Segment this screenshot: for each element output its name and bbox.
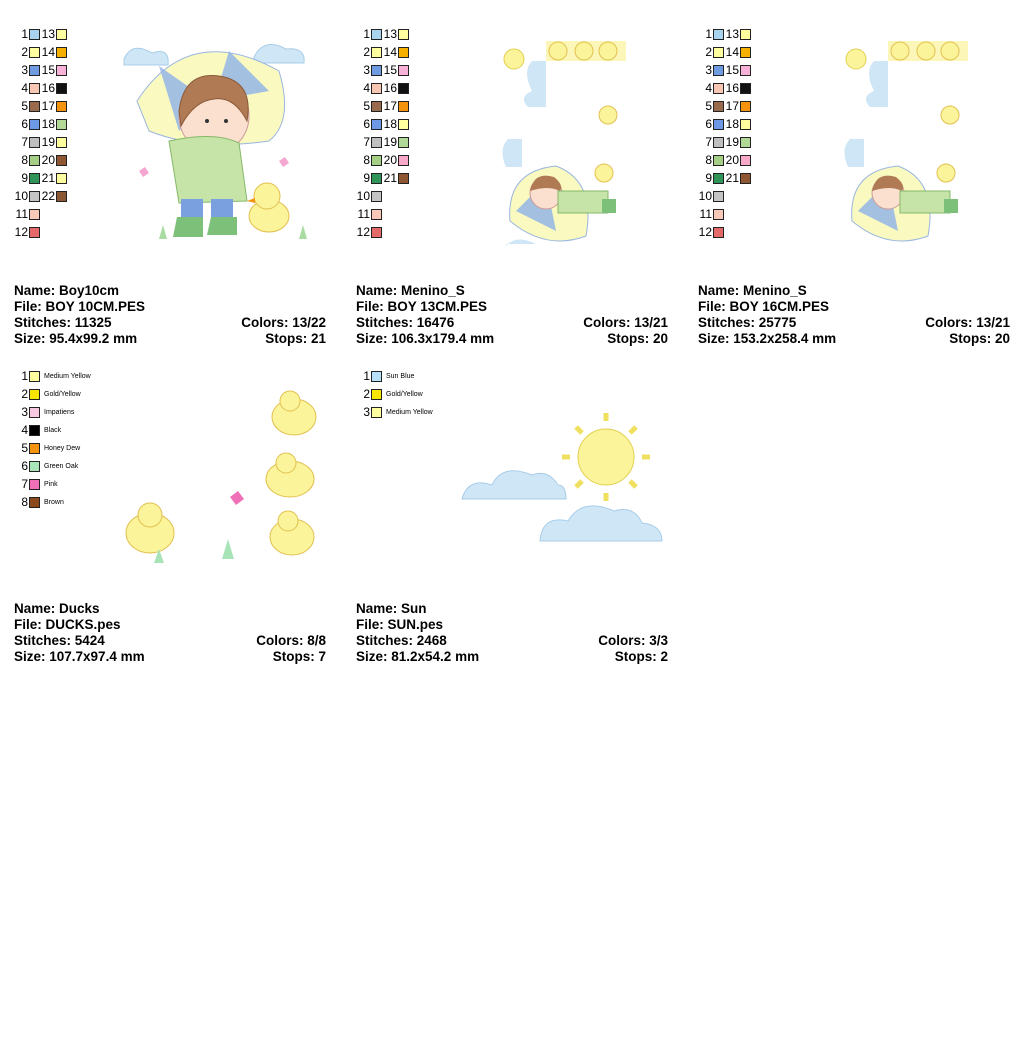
color-swatch [740,173,751,184]
design-stitches: Stitches: 2468 [356,633,447,648]
palette-swatch-row [383,133,409,151]
swatch-number: 6 [363,117,370,131]
swatch-number: 12 [698,225,712,239]
thread-color-name: Pink [44,480,58,488]
palette-swatch-row [356,133,382,151]
design-stops: Stops: 20 [607,331,668,346]
thread-color-name: Gold/Yellow [386,390,423,398]
thread-color-name: Honey Dew [44,444,81,452]
swatch-number: 6 [705,117,712,131]
palette-swatch-row [698,25,724,43]
palette-swatch-row [725,79,751,97]
color-swatch [713,83,724,94]
swatch-number: 5 [21,441,28,455]
color-swatch [740,65,751,76]
swatch-number: 14 [725,45,739,59]
color-swatch [29,461,40,472]
palette-swatch-row [698,115,724,133]
palette-swatch-row [356,385,423,403]
design-card-ducks[interactable] [14,367,334,697]
palette-swatch-row [14,421,61,439]
swatch-number: 13 [725,27,739,41]
swatch-number: 17 [383,99,397,113]
swatch-number: 19 [41,135,55,149]
color-swatch [371,101,382,112]
palette-swatch-row [14,223,40,241]
palette-swatch-row [14,439,80,457]
swatch-number: 21 [383,171,397,185]
swatch-number: 3 [21,405,28,419]
color-swatch [29,83,40,94]
palette-swatch-row [41,79,67,97]
swatch-number: 1 [363,369,370,383]
palette-swatch-row [41,187,67,205]
palette-swatch-row [14,115,40,133]
palette-swatch-row [698,169,724,187]
swatch-number: 12 [356,225,370,239]
color-swatch [740,155,751,166]
color-swatch [29,407,40,418]
color-swatch [56,191,67,202]
swatch-number: 2 [21,45,28,59]
color-swatch [713,191,724,202]
palette-swatch-row [14,457,78,475]
color-swatch [29,227,40,238]
swatch-number: 14 [383,45,397,59]
palette-swatch-row [41,25,67,43]
color-swatch [56,65,67,76]
swatch-number: 19 [383,135,397,149]
palette-swatch-row [41,133,67,151]
swatch-number: 9 [705,171,712,185]
color-swatch [713,65,724,76]
palette-swatch-row [14,187,40,205]
thread-color-name: Sun Blue [386,372,415,380]
design-stops: Stops: 2 [614,649,668,664]
design-stitches: Stitches: 5424 [14,633,105,648]
palette-swatch-row [383,115,409,133]
color-swatch [29,209,40,220]
ducks-artwork [114,387,329,577]
design-card-sun[interactable] [356,367,676,697]
color-swatch [371,389,382,400]
color-swatch [713,101,724,112]
design-size: Size: 106.3x179.4 mm [356,331,495,346]
design-name: Name: Ducks [14,601,100,616]
color-swatch [740,29,751,40]
palette-swatch-row [14,151,40,169]
thread-color-name: Green Oak [44,462,79,470]
design-colors: Colors: 13/21 [925,315,1010,330]
swatch-number: 4 [21,81,28,95]
color-swatch [371,83,382,94]
swatch-number: 3 [363,63,370,77]
palette-swatch-row [41,61,67,79]
color-swatch [398,155,409,166]
color-swatch [371,191,382,202]
palette-swatch-row [14,61,40,79]
swatch-number: 4 [21,423,28,437]
design-size: Size: 107.7x97.4 mm [14,649,145,664]
thread-color-name: Black [44,426,62,434]
palette-swatch-row [356,169,382,187]
swatch-number: 1 [363,27,370,41]
design-file: File: BOY 13CM.PES [356,299,488,314]
palette-swatch-row [41,115,67,133]
swatch-number: 7 [21,477,28,491]
design-card-boy16cm[interactable] [698,25,1018,355]
color-swatch [740,101,751,112]
color-swatch [29,371,40,382]
color-swatch [371,65,382,76]
design-file: File: BOY 16CM.PES [698,299,830,314]
swatch-number: 2 [705,45,712,59]
color-swatch [740,47,751,58]
swatch-number: 12 [14,225,28,239]
palette-swatch-row [14,169,40,187]
palette-swatch-row [356,223,382,241]
palette-swatch-row [698,43,724,61]
palette-swatch-row [356,367,414,385]
swatch-number: 20 [41,153,55,167]
palette-swatch-row [698,133,724,151]
palette-swatch-row [14,493,64,511]
swatch-number: 5 [363,99,370,113]
palette-swatch-row [725,169,751,187]
color-swatch [29,497,40,508]
color-swatch [713,209,724,220]
swatch-number: 2 [363,387,370,401]
thread-color-name: Medium Yellow [386,408,433,416]
color-swatch [29,173,40,184]
color-swatch [713,119,724,130]
sun-clouds-artwork [460,407,670,552]
color-swatch [398,101,409,112]
color-swatch [29,137,40,148]
palette-swatch-row [41,43,67,61]
design-size: Size: 81.2x54.2 mm [356,649,480,664]
swatch-number: 21 [725,171,739,185]
color-swatch [398,119,409,130]
color-swatch [371,407,382,418]
color-swatch [371,137,382,148]
swatch-number: 16 [383,81,397,95]
color-swatch [56,173,67,184]
swatch-number: 16 [41,81,55,95]
palette-swatch-row [725,43,751,61]
swatch-number: 4 [705,81,712,95]
palette-swatch-row [698,61,724,79]
palette-swatch-row [356,43,382,61]
palette-swatch-row [383,61,409,79]
swatch-number: 19 [725,135,739,149]
swatch-number: 2 [21,387,28,401]
color-swatch [371,371,382,382]
swatch-number: 21 [41,171,55,185]
swatch-number: 3 [705,63,712,77]
color-swatch [713,227,724,238]
palette-swatch-row [356,205,382,223]
palette-swatch-row [383,151,409,169]
color-swatch [398,137,409,148]
color-swatch [398,65,409,76]
swatch-number: 4 [363,81,370,95]
design-stops: Stops: 20 [949,331,1010,346]
color-swatch [740,83,751,94]
color-swatch [29,425,40,436]
swatch-number: 15 [725,63,739,77]
palette-swatch-row [14,97,40,115]
design-name: Name: Boy10cm [14,283,120,298]
palette-swatch-row [698,151,724,169]
palette-swatch-row [383,25,409,43]
swatch-number: 7 [21,135,28,149]
swatch-number: 10 [356,189,370,203]
color-swatch [713,155,724,166]
swatch-number: 8 [21,153,28,167]
color-swatch [56,155,67,166]
swatch-number: 17 [725,99,739,113]
swatch-number: 6 [21,117,28,131]
design-stitches: Stitches: 25775 [698,315,797,330]
swatch-number: 7 [705,135,712,149]
swatch-number: 15 [41,63,55,77]
palette-swatch-row [698,205,724,223]
design-colors: Colors: 8/8 [256,633,326,648]
swatch-number: 11 [357,207,370,221]
palette-swatch-row [356,25,382,43]
palette-swatch-row [698,97,724,115]
design-card-boy13cm[interactable] [356,25,676,355]
design-colors: Colors: 13/21 [583,315,668,330]
swatch-number: 8 [705,153,712,167]
color-swatch [740,119,751,130]
swatch-number: 8 [363,153,370,167]
palette-swatch-row [41,151,67,169]
color-swatch [29,65,40,76]
swatch-number: 7 [363,135,370,149]
palette-swatch-row [14,385,81,403]
swatch-number: 2 [363,45,370,59]
design-file: File: SUN.pes [356,617,444,632]
thread-color-name: Gold/Yellow [44,390,81,398]
palette-swatch-row [14,205,40,223]
color-swatch [371,155,382,166]
palette-swatch-row [14,25,40,43]
swatch-number: 9 [363,171,370,185]
swatch-number: 18 [725,117,739,131]
design-info [14,283,326,347]
color-swatch [29,29,40,40]
palette-swatch-row [14,133,40,151]
swatch-number: 10 [14,189,28,203]
palette-swatch-row [383,43,409,61]
palette-swatch-row [698,79,724,97]
palette-swatch-row [14,79,40,97]
design-info [356,283,668,347]
design-size: Size: 95.4x99.2 mm [14,331,138,346]
design-colors: Colors: 3/3 [598,633,668,648]
design-file: File: BOY 10CM.PES [14,299,146,314]
color-swatch [56,29,67,40]
color-swatch [29,479,40,490]
color-swatch [371,227,382,238]
swatch-number: 15 [383,63,397,77]
color-swatch [29,443,40,454]
design-name: Name: Sun [356,601,427,616]
swatch-number: 14 [41,45,55,59]
palette-swatch-row [725,97,751,115]
palette-swatch-row [14,403,74,421]
thread-color-name: Impatiens [44,408,75,416]
boy-frame-artwork [838,31,978,251]
swatch-number: 20 [725,153,739,167]
color-swatch [56,47,67,58]
thread-color-name: Brown [44,498,64,506]
swatch-number: 3 [21,63,28,77]
color-swatch [29,119,40,130]
swatch-number: 5 [21,99,28,113]
palette-swatch-row [356,187,382,205]
palette-swatch-row [356,151,382,169]
swatch-number: 22 [41,189,55,203]
swatch-number: 3 [363,405,370,419]
palette-swatch-row [356,97,382,115]
palette-swatch-row [725,151,751,169]
boy-frame-artwork [496,31,636,251]
color-swatch [371,47,382,58]
color-swatch [371,119,382,130]
palette-swatch-row [725,133,751,151]
palette-swatch-row [356,115,382,133]
boy-umbrella-artwork [119,31,329,251]
palette-swatch-row [383,97,409,115]
design-file: File: DUCKS.pes [14,617,121,632]
design-size: Size: 153.2x258.4 mm [698,331,837,346]
palette-swatch-row [41,169,67,187]
palette-swatch-row [725,25,751,43]
swatch-number: 11 [15,207,28,221]
swatch-number: 10 [698,189,712,203]
color-swatch [29,101,40,112]
swatch-number: 9 [21,171,28,185]
design-stops: Stops: 21 [265,331,326,346]
palette-swatch-row [356,79,382,97]
color-swatch [56,119,67,130]
color-swatch [713,47,724,58]
swatch-number: 5 [705,99,712,113]
design-name: Name: Menino_S [356,283,465,298]
design-stitches: Stitches: 16476 [356,315,455,330]
color-swatch [398,83,409,94]
palette-swatch-row [725,61,751,79]
color-swatch [713,137,724,148]
swatch-number: 8 [21,495,28,509]
swatch-number: 6 [21,459,28,473]
palette-swatch-row [14,475,58,493]
palette-swatch-row [725,115,751,133]
swatch-number: 1 [21,27,28,41]
palette-swatch-row [41,97,67,115]
color-swatch [56,101,67,112]
color-swatch [56,83,67,94]
palette-swatch-row [356,61,382,79]
color-swatch [29,389,40,400]
design-card-boy10cm[interactable] [14,25,334,355]
design-stitches: Stitches: 11325 [14,315,112,330]
thread-color-name: Medium Yellow [44,372,91,380]
design-stops: Stops: 7 [272,649,326,664]
swatch-number: 13 [41,27,55,41]
palette-swatch-row [698,223,724,241]
design-info [698,283,1010,347]
color-swatch [371,209,382,220]
color-swatch [371,173,382,184]
swatch-number: 17 [41,99,55,113]
design-info [14,601,326,665]
swatch-number: 11 [699,207,712,221]
color-swatch [398,173,409,184]
swatch-number: 1 [21,369,28,383]
palette-swatch-row [356,403,433,421]
swatch-number: 16 [725,81,739,95]
palette-swatch-row [383,169,409,187]
swatch-number: 13 [383,27,397,41]
swatch-number: 20 [383,153,397,167]
color-swatch [56,137,67,148]
color-swatch [713,173,724,184]
color-swatch [398,47,409,58]
color-swatch [29,155,40,166]
palette-swatch-row [383,79,409,97]
design-info [356,601,668,665]
color-swatch [713,29,724,40]
color-swatch [29,191,40,202]
color-swatch [398,29,409,40]
color-swatch [29,47,40,58]
swatch-number: 1 [705,27,712,41]
palette-swatch-row [698,187,724,205]
color-swatch [740,137,751,148]
palette-swatch-row [14,43,40,61]
swatch-number: 18 [383,117,397,131]
palette-swatch-row [14,367,91,385]
color-swatch [371,29,382,40]
design-colors: Colors: 13/22 [241,315,326,330]
swatch-number: 18 [41,117,55,131]
design-name: Name: Menino_S [698,283,807,298]
